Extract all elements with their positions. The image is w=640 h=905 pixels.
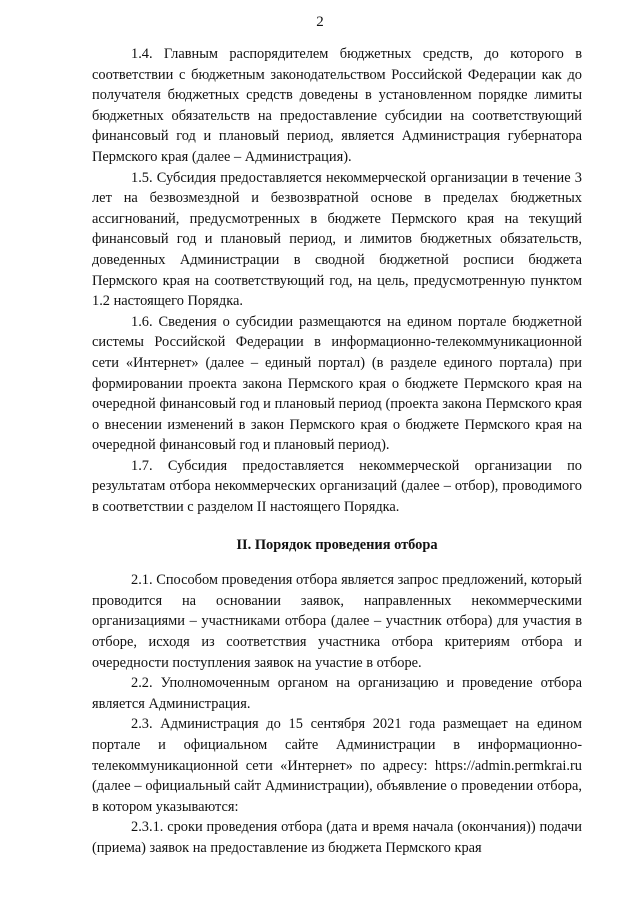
section-title: II. Порядок проведения отбора <box>236 536 438 553</box>
document-body <box>92 44 582 859</box>
paragraph-2-3: 2.3. Администрация до 15 сентября 2021 года размещает на едином портале и официальном сайте Администрации в информационно-телекоммуникационной сети «Интернет» по адресу: https://admin.permkrai.ru (далее – официальный сайт Администрации), объявление о проведении отбора, в котором указываются: <box>92 716 582 815</box>
paragraph-1-6: 1.6. Сведения о субсидии размещаются на едином портале бюджетной системы Российской Федерации в информационно-телекоммуникационной сети «Интернет» (далее – единый портал) (в разделе единого портала) при формировании проекта закона Пермского края о бюджете Пермского края на очередной финансовый год и плановый период (проекта закона Пермского края о внесении изменений в закон Пермского края о бюджете Пермского края на очередной финансовый год и плановый период). <box>92 313 582 454</box>
page-number: 2 <box>316 14 324 30</box>
paragraph-1-4: 1.4. Главным распорядителем бюджетных средств, до которого в соответствии с бюджетным законодательством Российской Федерации как до получателя бюджетных средств доведены в установленном порядке лимиты бюджетных обязательств на предоставление субсидии на соответствующий финансовый год и плановый период, является Администрация губернатора Пермского края (далее – Администрация). <box>92 46 582 165</box>
paragraph-2-3-1: 2.3.1. сроки проведения отбора (дата и время начала (окончания)) подачи (приема) заявок на предоставление из бюджета Пермского края <box>92 819 582 856</box>
paragraph-2-1: 2.1. Способом проведения отбора является запрос предложений, который проводится на основании заявок, направленных некоммерческими организациями – участниками отбора (далее – участник отбора) для участия в отборе, исходя из соответствия участника отбора критериям отбора и очередности поступления заявок на участие в отборе. <box>92 572 582 671</box>
paragraph-1-7: 1.7. Субсидия предоставляется некоммерческой организации по результатам отбора некоммерческих организаций (далее – отбор), проводимого в соответствии с разделом II настоящего Порядка. <box>92 457 582 516</box>
paragraph-1-5: 1.5. Субсидия предоставляется некоммерческой организации в течение 3 лет на безвозмездной и безвозвратной основе в пределах бюджетных ассигнований, предусмотренных в бюджете Пермского края на текущий финансовый год и плановый период, и лимитов бюджетных обязательств, доведенных Администрации в сводной бюджетной росписи бюджета Пермского края на соответствующий год, на цель, предусмотренную пунктом 1.2 настоящего Порядка. <box>92 169 582 310</box>
paragraph-2-2: 2.2. Уполномоченным органом на организацию и проведение отбора является Администрация. <box>92 675 582 712</box>
